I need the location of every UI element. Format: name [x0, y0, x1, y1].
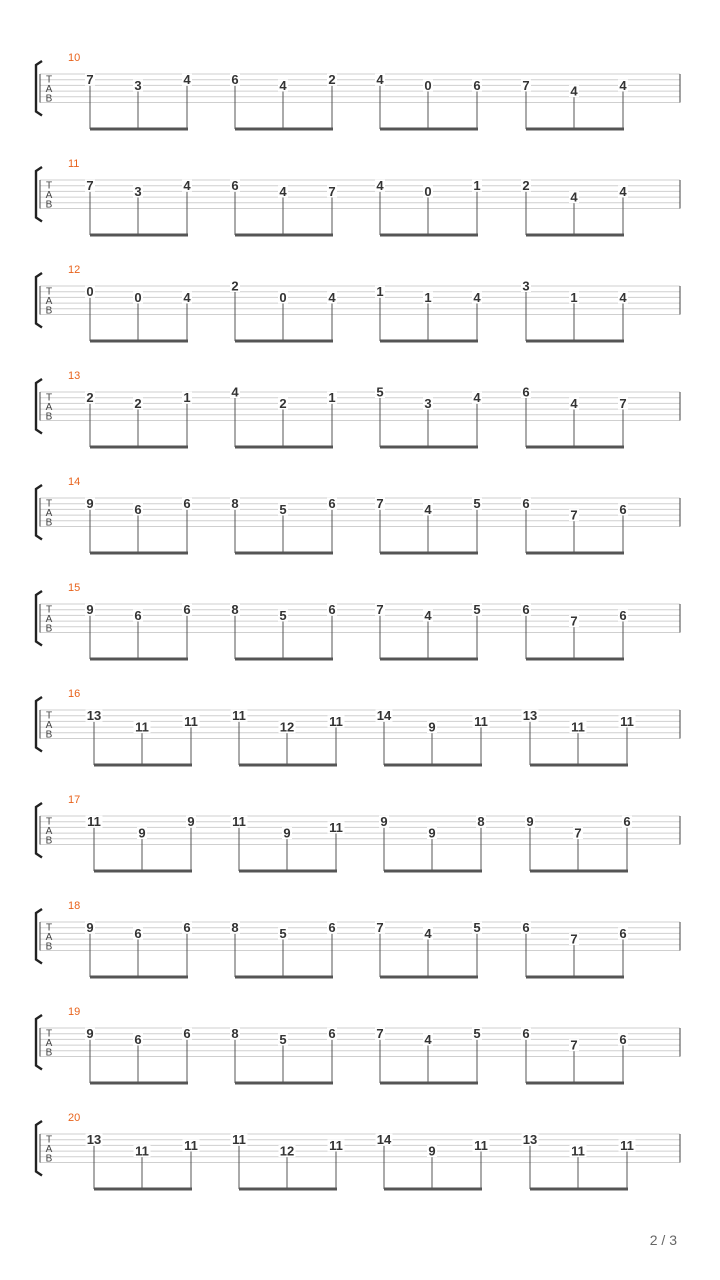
fret-number: 0: [279, 289, 287, 305]
tab-clef-letter: T: [45, 816, 53, 828]
measure-number: 10: [68, 52, 81, 64]
fret-number: 4: [570, 83, 578, 99]
system-bracket: [36, 61, 42, 116]
fret-number: 3: [522, 278, 530, 294]
fret-number: 7: [376, 496, 384, 512]
tab-system: [36, 1112, 680, 1191]
fret-number: 6: [183, 602, 191, 618]
fret-number: 9: [526, 814, 534, 830]
fret-number: 4: [376, 178, 384, 194]
tab-clef-letter: A: [45, 508, 53, 519]
fret-number: 6: [619, 501, 627, 517]
fret-number: 3: [134, 77, 142, 93]
fret-number: 9: [380, 814, 388, 830]
measure-number: 17: [68, 794, 81, 806]
tab-clef-letter: T: [45, 1028, 53, 1040]
tab-clef-letter: B: [45, 305, 53, 317]
tab-clef-letter: B: [45, 729, 53, 741]
fret-number: 3: [134, 183, 142, 199]
fret-number: 4: [424, 925, 432, 941]
fret-number: 2: [134, 395, 142, 411]
fret-number: 7: [570, 613, 578, 629]
fret-number: 1: [473, 178, 481, 194]
system-bracket: [36, 273, 42, 328]
fret-number: 7: [570, 507, 578, 523]
beam: [380, 552, 478, 555]
fret-number: 6: [183, 920, 191, 936]
fret-number: 7: [570, 931, 578, 947]
fret-number: 6: [328, 496, 336, 512]
tab-clef-letter: A: [45, 932, 53, 943]
beam: [526, 658, 624, 661]
tab-system: [36, 264, 680, 343]
fret-number: 7: [376, 602, 384, 618]
system-bracket: [36, 591, 42, 646]
fret-number: 1: [376, 284, 384, 300]
tab-clef-letter: T: [45, 180, 53, 192]
fret-number: 1: [424, 289, 432, 305]
beam: [530, 1188, 628, 1191]
fret-number: 11: [87, 814, 101, 830]
fret-number: 9: [138, 825, 146, 841]
fret-number: 4: [279, 77, 287, 93]
beam: [94, 1188, 192, 1191]
fret-number: 4: [183, 72, 191, 88]
beam: [90, 340, 188, 343]
beam: [94, 764, 192, 767]
fret-number: 9: [283, 825, 291, 841]
beam: [526, 976, 624, 979]
tab-clef-letter: A: [45, 614, 53, 625]
fret-number: 4: [279, 183, 287, 199]
fret-number: 13: [86, 708, 102, 724]
tab-clef-letter: T: [45, 286, 53, 298]
tab-clef-letter: B: [45, 835, 53, 847]
fret-number: 11: [232, 708, 246, 724]
beam: [235, 658, 333, 661]
tab-system: [36, 52, 680, 131]
fret-number: 6: [619, 1031, 627, 1047]
tab-clef-letter: B: [45, 1047, 53, 1059]
fret-number: 11: [329, 1137, 343, 1153]
fret-number: 6: [522, 384, 530, 400]
beam: [235, 976, 333, 979]
measure-number: 11: [68, 158, 80, 170]
fret-number: 7: [376, 920, 384, 936]
beam: [530, 764, 628, 767]
page-number: 2 / 3: [649, 1232, 677, 1248]
fret-number: 6: [328, 602, 336, 618]
beam: [90, 446, 188, 449]
fret-number: 6: [473, 77, 481, 93]
tab-clef-letter: A: [45, 296, 53, 307]
fret-number: 11: [329, 713, 343, 729]
fret-number: 3: [424, 395, 432, 411]
fret-number: 5: [473, 920, 481, 936]
beam: [239, 764, 337, 767]
tab-clef-letter: B: [45, 411, 53, 423]
fret-number: 6: [522, 602, 530, 618]
beam: [526, 552, 624, 555]
beam: [239, 870, 337, 873]
fret-number: 11: [184, 713, 198, 729]
fret-number: 7: [328, 183, 336, 199]
tab-clef-letter: T: [45, 922, 53, 934]
tab-system: [36, 476, 680, 555]
beam: [530, 870, 628, 873]
system-bracket: [36, 379, 42, 434]
beam: [526, 234, 624, 237]
fret-number: 0: [424, 77, 432, 93]
beam: [526, 340, 624, 343]
measure-number: 20: [68, 1112, 81, 1124]
fret-number: 4: [183, 178, 191, 194]
fret-number: 4: [424, 501, 432, 517]
fret-number: 7: [619, 395, 627, 411]
fret-number: 4: [619, 289, 627, 305]
fret-number: 6: [522, 1026, 530, 1042]
beam: [380, 976, 478, 979]
system-bracket: [36, 1121, 42, 1176]
fret-number: 13: [522, 1132, 538, 1148]
tab-clef-letter: T: [45, 498, 53, 510]
tab-clef-letter: B: [45, 93, 53, 105]
beam: [90, 1082, 188, 1085]
fret-number: 1: [570, 289, 578, 305]
beam: [235, 234, 333, 237]
fret-number: 11: [232, 1132, 246, 1148]
beam: [380, 340, 478, 343]
tab-clef-letter: T: [45, 604, 53, 616]
fret-number: 6: [623, 814, 631, 830]
fret-number: 8: [231, 1026, 239, 1042]
fret-number: 7: [522, 77, 530, 93]
fret-number: 7: [86, 72, 94, 88]
fret-number: 13: [522, 708, 538, 724]
fret-number: 5: [473, 1026, 481, 1042]
tab-clef-letter: A: [45, 720, 53, 731]
fret-number: 7: [574, 825, 582, 841]
beam: [380, 1082, 478, 1085]
fret-number: 5: [376, 384, 384, 400]
system-bracket: [36, 697, 42, 752]
system-bracket: [36, 167, 42, 222]
fret-number: 2: [279, 395, 287, 411]
fret-number: 0: [134, 289, 142, 305]
fret-number: 5: [473, 602, 481, 618]
fret-number: 8: [231, 496, 239, 512]
fret-number: 6: [134, 501, 142, 517]
system-bracket: [36, 909, 42, 964]
beam: [235, 552, 333, 555]
fret-number: 6: [522, 920, 530, 936]
measure-number: 13: [68, 370, 81, 382]
fret-number: 11: [474, 1137, 488, 1153]
fret-number: 11: [184, 1137, 198, 1153]
beam: [526, 1082, 624, 1085]
fret-number: 9: [428, 825, 436, 841]
system-bracket: [36, 485, 42, 540]
fret-number: 5: [279, 501, 287, 517]
fret-number: 6: [134, 1031, 142, 1047]
tab-clef-letter: B: [45, 199, 53, 211]
fret-number: 9: [86, 602, 94, 618]
fret-number: 6: [183, 1026, 191, 1042]
fret-number: 2: [86, 390, 94, 406]
tab-clef-letter: A: [45, 402, 53, 413]
fret-number: 11: [571, 1143, 585, 1159]
fret-number: 4: [570, 395, 578, 411]
fret-number: 4: [376, 72, 384, 88]
fret-number: 14: [376, 708, 392, 724]
beam: [239, 1188, 337, 1191]
fret-number: 5: [279, 925, 287, 941]
system-bracket: [36, 1015, 42, 1070]
tab-clef-letter: A: [45, 826, 53, 837]
fret-number: 8: [477, 814, 485, 830]
fret-number: 6: [619, 607, 627, 623]
fret-number: 9: [428, 719, 436, 735]
system-bracket: [36, 803, 42, 858]
beam: [384, 870, 482, 873]
fret-number: 4: [473, 390, 481, 406]
fret-number: 4: [473, 289, 481, 305]
beam: [90, 976, 188, 979]
tab-system: [36, 688, 680, 767]
tab-system: [36, 582, 680, 661]
fret-number: 4: [424, 607, 432, 623]
fret-number: 0: [86, 284, 94, 300]
fret-number: 2: [328, 72, 336, 88]
tab-system: [36, 900, 680, 979]
fret-number: 12: [279, 719, 295, 735]
measure-number: 14: [68, 476, 81, 488]
beam: [380, 128, 478, 131]
tab-clef-letter: A: [45, 1038, 53, 1049]
fret-number: 6: [134, 607, 142, 623]
fret-number: 7: [570, 1037, 578, 1053]
beam: [235, 1082, 333, 1085]
fret-number: 4: [570, 189, 578, 205]
tab-clef-letter: B: [45, 941, 53, 953]
fret-number: 4: [619, 77, 627, 93]
fret-number: 7: [86, 178, 94, 194]
tab-clef-letter: T: [45, 710, 53, 722]
beam: [526, 446, 624, 449]
fret-number: 1: [328, 390, 336, 406]
fret-number: 11: [474, 713, 488, 729]
measure-number: 16: [68, 688, 81, 700]
beam: [380, 446, 478, 449]
tab-clef-letter: B: [45, 1153, 53, 1165]
beam: [90, 552, 188, 555]
fret-number: 11: [620, 713, 634, 729]
fret-number: 8: [231, 602, 239, 618]
fret-number: 9: [187, 814, 195, 830]
fret-number: 4: [183, 289, 191, 305]
fret-number: 5: [473, 496, 481, 512]
tab-clef-letter: A: [45, 190, 53, 201]
fret-number: 9: [86, 1026, 94, 1042]
measure-number: 12: [68, 264, 81, 276]
fret-number: 2: [231, 278, 239, 294]
tab-clef-letter: A: [45, 84, 53, 95]
fret-number: 6: [183, 496, 191, 512]
tab-system: [36, 1006, 680, 1085]
fret-number: 6: [328, 920, 336, 936]
beam: [380, 658, 478, 661]
fret-number: 4: [619, 183, 627, 199]
beam: [90, 128, 188, 131]
fret-number: 6: [522, 496, 530, 512]
fret-number: 11: [620, 1137, 634, 1153]
fret-number: 6: [619, 925, 627, 941]
measure-number: 19: [68, 1006, 81, 1018]
fret-number: 6: [231, 72, 239, 88]
beam: [90, 658, 188, 661]
fret-number: 12: [279, 1143, 295, 1159]
fret-number: 2: [522, 178, 530, 194]
beam: [384, 1188, 482, 1191]
tab-clef-letter: A: [45, 1144, 53, 1155]
fret-number: 9: [86, 920, 94, 936]
fret-number: 8: [231, 920, 239, 936]
fret-number: 14: [376, 1132, 392, 1148]
tab-clef-letter: T: [45, 74, 53, 86]
measure-number: 18: [68, 900, 81, 912]
tab-clef-letter: B: [45, 623, 53, 635]
fret-number: 9: [428, 1143, 436, 1159]
beam: [94, 870, 192, 873]
fret-number: 11: [232, 814, 246, 830]
fret-number: 4: [328, 289, 336, 305]
fret-number: 11: [135, 1143, 149, 1159]
fret-number: 4: [231, 384, 239, 400]
fret-number: 4: [424, 1031, 432, 1047]
tab-clef-letter: B: [45, 517, 53, 529]
tab-system: [36, 158, 680, 237]
beam: [235, 446, 333, 449]
fret-number: 6: [134, 925, 142, 941]
fret-number: 0: [424, 183, 432, 199]
fret-number: 7: [376, 1026, 384, 1042]
tab-system: [36, 794, 680, 873]
tab-clef-letter: T: [45, 392, 53, 404]
beam: [384, 764, 482, 767]
fret-number: 13: [86, 1132, 102, 1148]
fret-number: 9: [86, 496, 94, 512]
fret-number: 11: [329, 819, 343, 835]
fret-number: 11: [135, 719, 149, 735]
beam: [235, 340, 333, 343]
tab-system: [36, 370, 680, 449]
beam: [380, 234, 478, 237]
fret-number: 6: [328, 1026, 336, 1042]
beam: [90, 234, 188, 237]
fret-number: 6: [231, 178, 239, 194]
beam: [235, 128, 333, 131]
beam: [526, 128, 624, 131]
fret-number: 11: [571, 719, 585, 735]
fret-number: 1: [183, 390, 191, 406]
measure-number: 15: [68, 582, 81, 594]
fret-number: 5: [279, 607, 287, 623]
fret-number: 5: [279, 1031, 287, 1047]
tab-clef-letter: T: [45, 1134, 53, 1146]
